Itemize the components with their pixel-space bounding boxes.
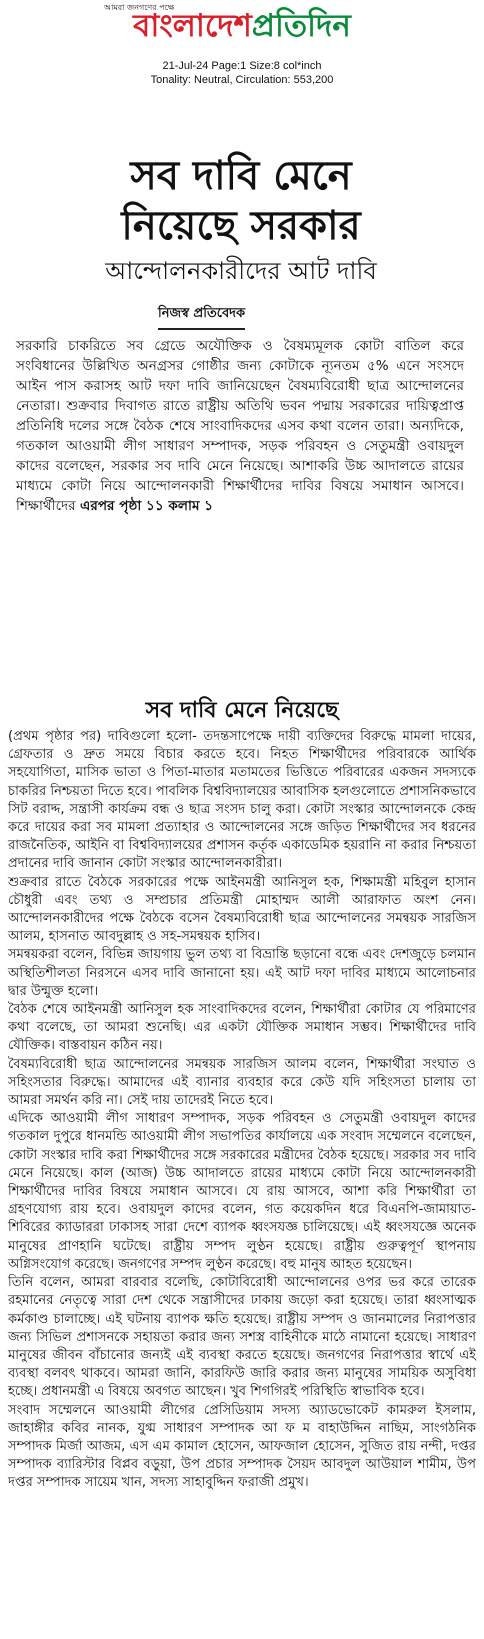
clipping-meta-tonality: Tonality: Neutral, Circulation: 553,200 [150, 74, 334, 86]
intro-text: সরকারি চাকরিতে সব গ্রেডে অযৌক্তিক ও বৈষম্যমূলক কোটা বাতিল করে সংবিধানের উল্লিখিত অনগ্রসর গোষ্ঠীর জন্য কোটাকে ন্যূনতম ৫% এনে সংসদে আইন পাস করাসহ আট দফা দাবি জানিয়েছেন বৈষম্যবিরোধী ছাত্র আন্দোলনের নেতারা। শুক্রবার দিবাগত রাতে রাষ্ট্রীয় অতিথি ভবন পদ্মায় সরকারের দায়িত্বপ্রাপ্ত প্রতিনিধি দলের সঙ্গে বৈঠক শেষে সাংবাদিকদের এসব কথা বলেন তারা। অন্যদিকে, গতকাল আওয়ামী লীগ সাধারণ সম্পাদক, সড়ক পরিবহন ও সেতুমন্ত্রী ওবায়দুল কাদের বলেছেন, সরকার সব দাবি মেনে নিয়েছে। আশাকরি উচ্চ আদালতে রায়ের মাধ্যমে কোটা নিয়ে আন্দোলনকারী শিক্ষার্থীদের দাবির বিষয়ে সমাধান আসবে। শিক্ষার্থীদের [16, 338, 464, 514]
continuation-paragraph: বৈষম্যবিরোধী ছাত্র আন্দোলনের সমন্বয়ক সারজিস আলম বলেন, শিক্ষার্থীরা সংঘাত ও সহিংসতার বিরুদ্ধে। আমাদের এই ব্যানার ব্যবহার করে কেউ যদি সহিংসতা চালায় তা আমরা সমর্থন করি না। সেই দায় তাদেরই নিতে হবে। [8, 1056, 476, 1109]
clipping-meta-date: 21-Jul-24 Page:1 Size:8 col*inch [162, 60, 322, 72]
masthead [0, 0, 484, 48]
reporter-byline: নিজস্ব প্রতিবেদক [158, 304, 245, 330]
article-continuation [8, 728, 476, 1493]
continuation-paragraph: এদিকে আওয়ামী লীগ সাধারণ সম্পাদক, সড়ক পরিবহন ও সেতুমন্ত্রী ওবায়দুল কাদের গতকাল দুপুরে ধানমন্ডি আওয়ামী লীগ সভাপতির কার্যালয়ে এক সংবাদ সম্মেলনে বলেছেন, কোটা সংস্কার দাবি করা শিক্ষার্থীদের সঙ্গে সরকারের মন্ত্রীদের বৈঠক হয়েছে। সরকার সব দাবি মেনে নিয়েছে। কাল (আজ) উচ্চ আদালতে রায়ের মাধ্যমে কোটা নিয়ে আন্দোলনকারী শিক্ষার্থীদের দাবির বিষয়ে সমাধান আসবে। যে রায় আসবে, আশা করি শিক্ষার্থীরা তা গ্রহণযোগ্য রায় হবে। ওবায়দুল কাদের বলেন, গত কয়েকদিন ধরে বিএনপি-জামায়াত-শিবিরের ক্যাডাররা ঢাকাসহ সারা দেশে ব্যাপক ধ্বংসযজ্ঞ চালিয়েছে। এই ধ্বংসযজ্ঞে অনেক মানুষের প্রাণহানি ঘটেছে। রাষ্ট্রীয় সম্পদ লুণ্ঠন হয়েছে। রাষ্ট্রীয় গুরুত্বপূর্ণ স্থাপনায় অগ্নিসংযোগ করেছে। জনগণের সম্পদ লুণ্ঠন করেছে। বহু মানুষ আহত হয়েছেন। [8, 1111, 476, 1272]
headline-line-2: নিয়েছে সরকার [121, 203, 361, 249]
logo-text-red: বাংলাদেশ [133, 8, 252, 44]
article-intro [16, 336, 464, 516]
jump-reference: এরপর পৃষ্ঠা ১১ কলাম ১ [80, 498, 214, 514]
jump-headline: সব দাবি মেনে নিয়েছে [145, 698, 339, 723]
subheadline: আন্দোলনকারীদের আট দাবি [105, 257, 377, 285]
logo-text-green: প্রতিদিন [251, 8, 351, 44]
continuation-paragraph: শুক্রবার রাতে বৈঠকে সরকারের পক্ষে আইনমন্ত্রী আনিসুল হক, শিক্ষামন্ত্রী মহিবুল হাসান চৌধুরী এবং তথ্য ও সম্প্রচার প্রতিমন্ত্রী মোহাম্মদ আলী আরাফাত অংশ নেন। আন্দোলনকারীদের পক্ষে বৈঠকে বসেন বৈষম্যবিরোধী ছাত্র আন্দোলনের সমন্বয়ক সারজিস আলম, হাসনাত আবদুল্লাহ ও সহ-সমন্বয়ক হাসিব। [8, 874, 476, 945]
newspaper-logo [0, 8, 484, 44]
headline-line-1: সব দাবি মেনে [130, 153, 352, 199]
continuation-paragraph: তিনি বলেন, আমরা বারবার বলেছি, কোটাবিরোধী আন্দোলনের ওপর ভর করে তারেক রহমানের নেতৃত্বে সারা দেশ থেকে সন্ত্রাসীদের ঢাকায় জড়ো করা হয়েছে। তারা ধ্বংসাত্মক কর্মকাণ্ড চালাচ্ছে। এই ঘটনায় ব্যাপক ক্ষতি হয়েছে। রাষ্ট্রীয় সম্পদ ও জানমালের নিরাপত্তার জন্য সিভিল প্রশাসনকে সহায়তা করার জন্য সশস্ত্র বাহিনীকে মাঠে নামানো হয়েছে। সাধারণ মানুষের জীবন বাঁচানোর জন্যই এই ব্যবস্থা করতে হয়েছে। জনগণের নিরাপত্তার স্বার্থে এই ব্যবস্থা বলবৎ থাকবে। আমরা জানি, কারফিউ জারি করার জন্য মানুষের সাময়িক অসুবিধা হচ্ছে। প্রধানমন্ত্রী এ বিষয়ে অবগত আছেন। খুব শিগগিরই পরিস্থিতি স্বাভাবিক হবে। [8, 1275, 476, 1400]
continuation-paragraph: সমন্বয়করা বলেন, বিভিন্ন জায়গায় ভুল তথ্য বা বিভ্রান্তি ছড়ানো বন্ধে এবং দেশজুড়ে চলমান অস্থিতিশীলতা নিরসনে এসব দাবি জানানো হয়। এই আট দফা দাবির মাধ্যমে আলোচনার দ্বার উন্মুক্ত হলো। [8, 947, 476, 999]
continuation-paragraph: বৈঠক শেষে আইনমন্ত্রী আনিসুল হক সাংবাদিকদের বলেন, শিক্ষার্থীরা কোটার যে পরিমাণের কথা বলেছে, তা আমরা শুনেছি। এর একটা যৌক্তিক সমাধান সম্ভব। শিক্ষার্থীদের দাবি যৌক্তিক। বাস্তবায়ন কঠিন নয়। [8, 1002, 476, 1054]
masthead-tagline: আমরা জনগণের পক্ষে [104, 3, 175, 12]
continuation-paragraph: সংবাদ সম্মেলনে আওয়ামী লীগের প্রেসিডিয়াম সদস্য অ্যাডভোকেট কামরুল ইসলাম, জাহাঙ্গীর কবির নানক, যুগ্ম সাধারণ সম্পাদক আ ফ ম বাহাউদ্দিন নাছিম, সাংগঠনিক সম্পাদক মির্জা আজম, এস এম কামাল হোসেন, আফজাল হোসেন, সুজিত রায় নন্দী, দপ্তর সম্পাদক ব্যারিস্টার বিপ্লব বড়ুয়া, উপ প্রচার সম্পাদক সৈয়দ আবদুল আউয়াল শামীম, উপ দপ্তর সম্পাদক সায়েম খান, সদস্য সাহাবুদ্দিন ফরাজী প্রমুখ। [8, 1402, 476, 1491]
continuation-paragraph: (প্রথম পৃষ্ঠার পর) দাবিগুলো হলো- তদন্তসাপেক্ষে দায়ী ব্যক্তিদের বিরুদ্ধে মামলা দায়ের, গ্রেফতার ও দ্রুত সময়ে বিচার করতে হবে। নিহত শিক্ষার্থীদের পরিবারকে আর্থিক সহযোগিতা, মাসিক ভাতা ও পিতা-মাতার মতামতের ভিত্তিতে পরিবারের একজন সদস্যকে চাকরির নিশ্চয়তা দিতে হবে। পাবলিক বিশ্ববিদ্যালয়ের আবাসিক হলগুলোতে প্রশাসনিকভাবে সিট বরাদ্দ, সন্ত্রাসী কার্যক্রম বন্ধ ও ছাত্র সংসদ চালু করা। কোটা সংস্কার আন্দোলনকে কেন্দ্র করে দায়ের করা সব মামলা প্রত্যাহার ও আন্দোলনের সঙ্গে জড়িত শিক্ষার্থীদের সব ধরনের রাজনৈতিক, আইনি বা বিশ্ববিদ্যালয়ের প্রশাসন কর্তৃক একাডেমিক হয়রানি না করার নিশ্চয়তা প্রদানের দাবি জানান কোটা সংস্কার আন্দোলনকারীরা। [8, 729, 477, 872]
